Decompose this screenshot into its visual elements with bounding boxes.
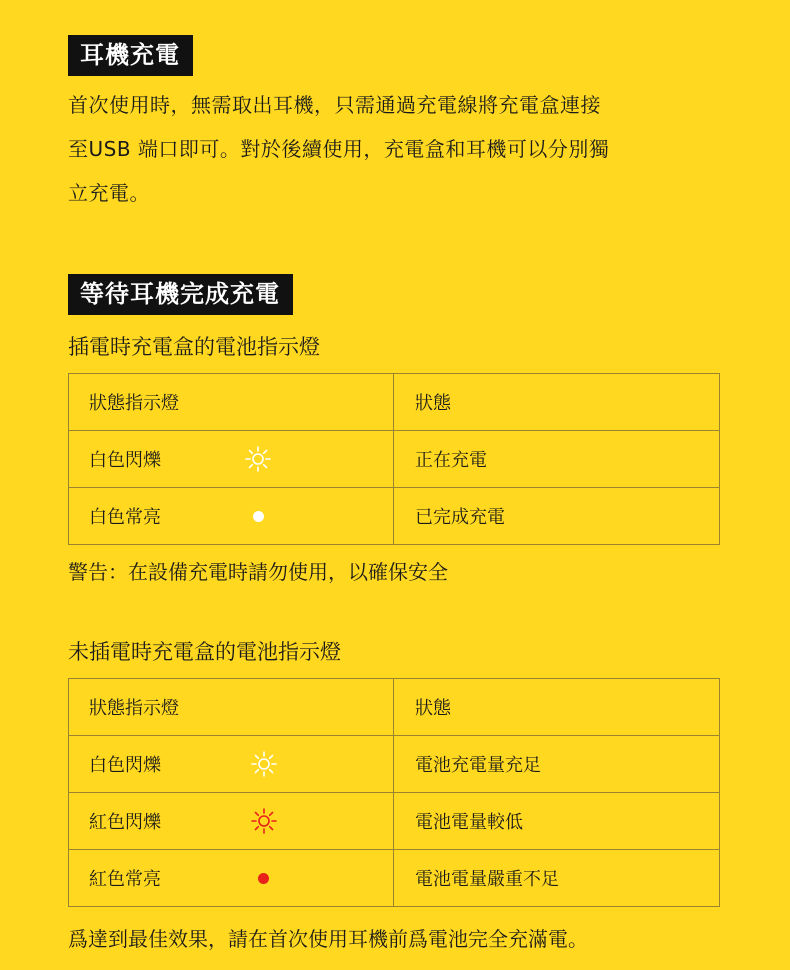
status-text: 電池充電量充足 [415, 755, 541, 776]
unplugged-table-heading: 未插電時充電盒的電池指示燈 [68, 640, 341, 664]
plugged-table-heading: 插電時充電盒的電池指示燈 [68, 335, 320, 359]
section-title-charging: 耳機充電 [68, 35, 193, 76]
sun-icon [249, 806, 279, 836]
safety-warning: 警告：在設備充電時請勿使用，以確保安全 [68, 560, 448, 584]
table-row [69, 431, 720, 488]
column-header-status: 狀態 [415, 698, 451, 719]
status-text: 已完成充電 [415, 507, 505, 528]
status-text: 電池電量嚴重不足 [415, 869, 559, 890]
table-row [69, 736, 720, 793]
column-header-status: 狀態 [415, 393, 451, 414]
plugged-indicator-table [68, 373, 720, 545]
section-title-wait-charging: 等待耳機完成充電 [68, 274, 293, 315]
table-header-row [69, 374, 720, 431]
status-text: 電池電量較低 [415, 812, 523, 833]
indicator-label: 紅色常亮 [89, 869, 161, 890]
unplugged-indicator-table [68, 678, 720, 907]
table-row [69, 488, 720, 545]
sun-icon [243, 444, 273, 474]
indicator-label: 白色閃爍 [89, 450, 161, 471]
sun-icon [249, 749, 279, 779]
indicator-label: 白色閃爍 [89, 755, 161, 776]
dot-icon [243, 501, 273, 531]
column-header-indicator: 狀態指示燈 [89, 698, 179, 719]
dot-icon [248, 863, 278, 893]
charging-instructions [68, 83, 720, 215]
footer-note: 爲達到最佳效果，請在首次使用耳機前爲電池完全充滿電。 [68, 927, 588, 951]
table-row [69, 850, 720, 907]
charging-instructions-line: 至USB 端口即可。對於後續使用，充電盒和耳機可以分別獨 [68, 137, 610, 161]
charging-instructions-line: 立充電。 [68, 181, 150, 205]
table-header-row [69, 679, 720, 736]
column-header-indicator: 狀態指示燈 [89, 393, 179, 414]
content [68, 35, 720, 954]
indicator-label: 白色常亮 [89, 507, 161, 528]
indicator-label: 紅色閃爍 [89, 812, 161, 833]
status-text: 正在充電 [415, 450, 487, 471]
charging-instructions-line: 首次使用時，無需取出耳機，只需通過充電線將充電盒連接 [68, 93, 601, 117]
table-row [69, 793, 720, 850]
